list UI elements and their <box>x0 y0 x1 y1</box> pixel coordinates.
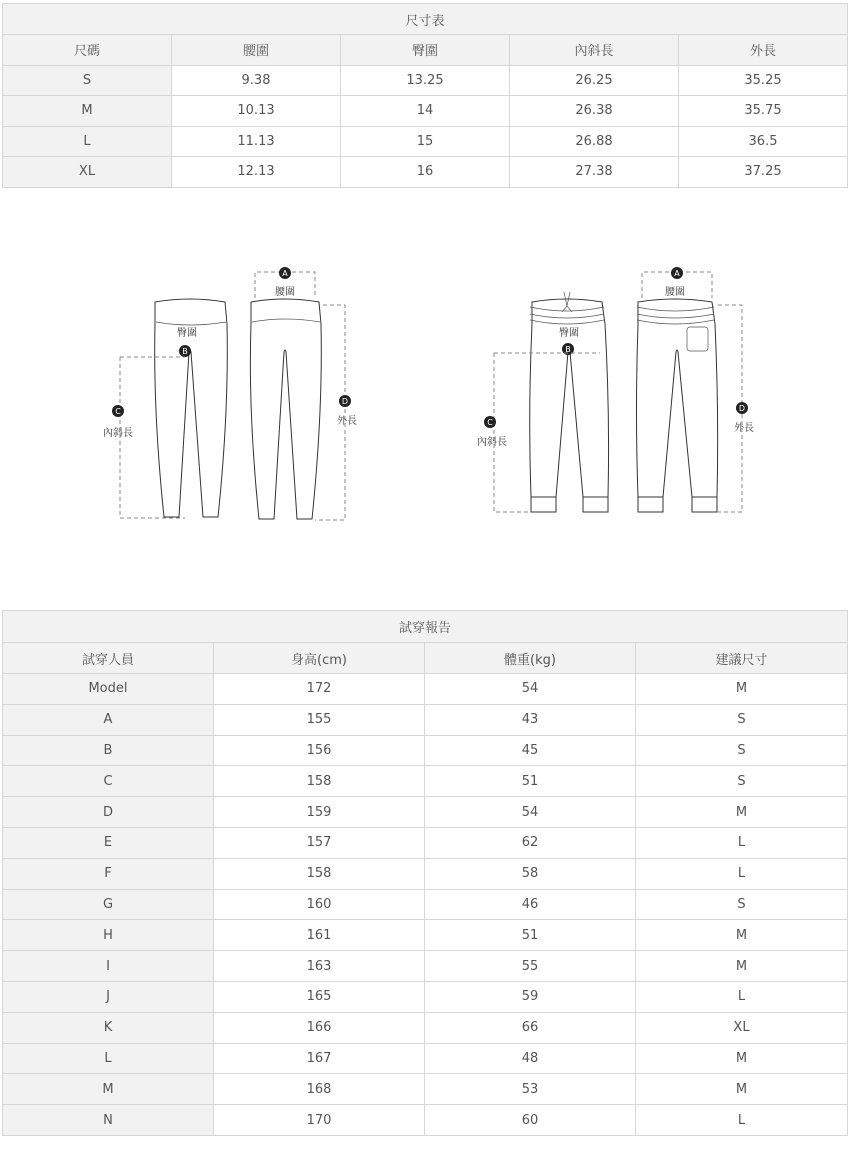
tryon-table-body <box>3 674 848 1136</box>
size-table-header-row <box>3 35 848 66</box>
hip-cell: 15 <box>341 126 510 157</box>
suggested-size-cell: S <box>636 766 848 797</box>
table-row <box>3 797 848 828</box>
weight-cell: 51 <box>425 920 636 951</box>
height-cell: 156 <box>214 735 425 766</box>
inseam-cell: 27.38 <box>510 157 679 188</box>
inseam-cell: 26.88 <box>510 126 679 157</box>
header-height: 身高(cm) <box>214 643 425 674</box>
suggested-size-cell: L <box>636 858 848 889</box>
label-hip: 臀圍 <box>559 328 579 339</box>
marker-c: C <box>487 418 493 427</box>
tryon-table <box>2 610 848 1136</box>
label-outseam: 外長 <box>734 423 754 434</box>
size-table <box>2 3 848 188</box>
header-weight: 體重(kg) <box>425 643 636 674</box>
table-row <box>3 704 848 735</box>
inseam-cell: 26.25 <box>510 65 679 96</box>
height-cell: 167 <box>214 1043 425 1074</box>
header-outseam: 外長 <box>679 35 848 66</box>
suggested-size-cell: L <box>636 981 848 1012</box>
header-waist: 腰圍 <box>172 35 341 66</box>
marker-b: B <box>182 347 188 356</box>
tryon-table-title: 試穿報告 <box>3 611 848 643</box>
tester-cell: C <box>3 766 214 797</box>
suggested-size-cell: XL <box>636 1012 848 1043</box>
tester-cell: J <box>3 981 214 1012</box>
marker-c: C <box>115 407 121 416</box>
header-size: 尺碼 <box>3 35 172 66</box>
table-row <box>3 126 848 157</box>
tester-cell: Model <box>3 674 214 705</box>
outseam-cell: 37.25 <box>679 157 848 188</box>
label-inseam: 內斜長 <box>477 437 507 448</box>
height-cell: 160 <box>214 889 425 920</box>
table-row <box>3 827 848 858</box>
tester-cell: I <box>3 951 214 982</box>
weight-cell: 62 <box>425 827 636 858</box>
table-row <box>3 920 848 951</box>
tester-cell: M <box>3 1074 214 1105</box>
size-cell: L <box>3 126 172 157</box>
height-cell: 161 <box>214 920 425 951</box>
table-row <box>3 1074 848 1105</box>
tester-cell: N <box>3 1105 214 1136</box>
suggested-size-cell: M <box>636 797 848 828</box>
table-row <box>3 96 848 127</box>
height-cell: 166 <box>214 1012 425 1043</box>
marker-a: A <box>674 269 680 278</box>
weight-cell: 48 <box>425 1043 636 1074</box>
suggested-size-cell: L <box>636 827 848 858</box>
height-cell: 172 <box>214 674 425 705</box>
table-row <box>3 951 848 982</box>
label-waist: 腰圍 <box>275 287 295 298</box>
tester-cell: B <box>3 735 214 766</box>
table-row <box>3 157 848 188</box>
hip-cell: 14 <box>341 96 510 127</box>
table-row <box>3 858 848 889</box>
outseam-cell: 35.75 <box>679 96 848 127</box>
marker-a: A <box>282 269 288 278</box>
marker-b: B <box>565 345 571 354</box>
label-hip: 臀圍 <box>177 328 197 339</box>
tester-cell: G <box>3 889 214 920</box>
size-cell: S <box>3 65 172 96</box>
weight-cell: 54 <box>425 674 636 705</box>
suggested-size-cell: M <box>636 951 848 982</box>
label-inseam: 內斜長 <box>103 428 133 439</box>
marker-d: D <box>341 397 349 406</box>
table-row <box>3 65 848 96</box>
weight-cell: 60 <box>425 1105 636 1136</box>
outseam-cell: 35.25 <box>679 65 848 96</box>
height-cell: 158 <box>214 858 425 889</box>
height-cell: 168 <box>214 1074 425 1105</box>
tester-cell: E <box>3 827 214 858</box>
suggested-size-cell: M <box>636 1074 848 1105</box>
table-row <box>3 674 848 705</box>
weight-cell: 53 <box>425 1074 636 1105</box>
label-waist: 腰圍 <box>665 287 685 298</box>
suggested-size-cell: S <box>636 704 848 735</box>
tester-cell: D <box>3 797 214 828</box>
waist-cell: 10.13 <box>172 96 341 127</box>
tester-cell: A <box>3 704 214 735</box>
weight-cell: 59 <box>425 981 636 1012</box>
height-cell: 159 <box>214 797 425 828</box>
outseam-cell: 36.5 <box>679 126 848 157</box>
weight-cell: 43 <box>425 704 636 735</box>
weight-cell: 66 <box>425 1012 636 1043</box>
table-row <box>3 766 848 797</box>
suggested-size-cell: M <box>636 674 848 705</box>
tester-cell: L <box>3 1043 214 1074</box>
table-row <box>3 1012 848 1043</box>
size-cell: XL <box>3 157 172 188</box>
height-cell: 155 <box>214 704 425 735</box>
leggings-measurement-diagram <box>85 262 385 527</box>
table-row <box>3 735 848 766</box>
header-hip: 臀圍 <box>341 35 510 66</box>
height-cell: 157 <box>214 827 425 858</box>
inseam-cell: 26.38 <box>510 96 679 127</box>
size-cell: M <box>3 96 172 127</box>
weight-cell: 46 <box>425 889 636 920</box>
table-row <box>3 1043 848 1074</box>
header-suggested-size: 建議尺寸 <box>636 643 848 674</box>
joggers-measurement-diagram <box>470 262 770 527</box>
tester-cell: F <box>3 858 214 889</box>
waist-cell: 11.13 <box>172 126 341 157</box>
table-row <box>3 889 848 920</box>
suggested-size-cell: S <box>636 735 848 766</box>
size-table-title: 尺寸表 <box>3 4 848 35</box>
height-cell: 170 <box>214 1105 425 1136</box>
tester-cell: K <box>3 1012 214 1043</box>
header-inseam: 內斜長 <box>510 35 679 66</box>
suggested-size-cell: S <box>636 889 848 920</box>
tryon-table-title-row <box>3 611 848 643</box>
suggested-size-cell: M <box>636 920 848 951</box>
marker-d: D <box>738 404 746 413</box>
header-tester: 試穿人員 <box>3 643 214 674</box>
weight-cell: 58 <box>425 858 636 889</box>
hip-cell: 16 <box>341 157 510 188</box>
table-row <box>3 1105 848 1136</box>
suggested-size-cell: L <box>636 1105 848 1136</box>
tryon-table-header-row <box>3 643 848 674</box>
tester-cell: H <box>3 920 214 951</box>
weight-cell: 45 <box>425 735 636 766</box>
weight-cell: 55 <box>425 951 636 982</box>
hip-cell: 13.25 <box>341 65 510 96</box>
table-row <box>3 981 848 1012</box>
weight-cell: 54 <box>425 797 636 828</box>
suggested-size-cell: M <box>636 1043 848 1074</box>
weight-cell: 51 <box>425 766 636 797</box>
waist-cell: 12.13 <box>172 157 341 188</box>
size-table-title-row <box>3 4 848 35</box>
height-cell: 158 <box>214 766 425 797</box>
waist-cell: 9.38 <box>172 65 341 96</box>
height-cell: 163 <box>214 951 425 982</box>
height-cell: 165 <box>214 981 425 1012</box>
label-outseam: 外長 <box>337 416 357 427</box>
